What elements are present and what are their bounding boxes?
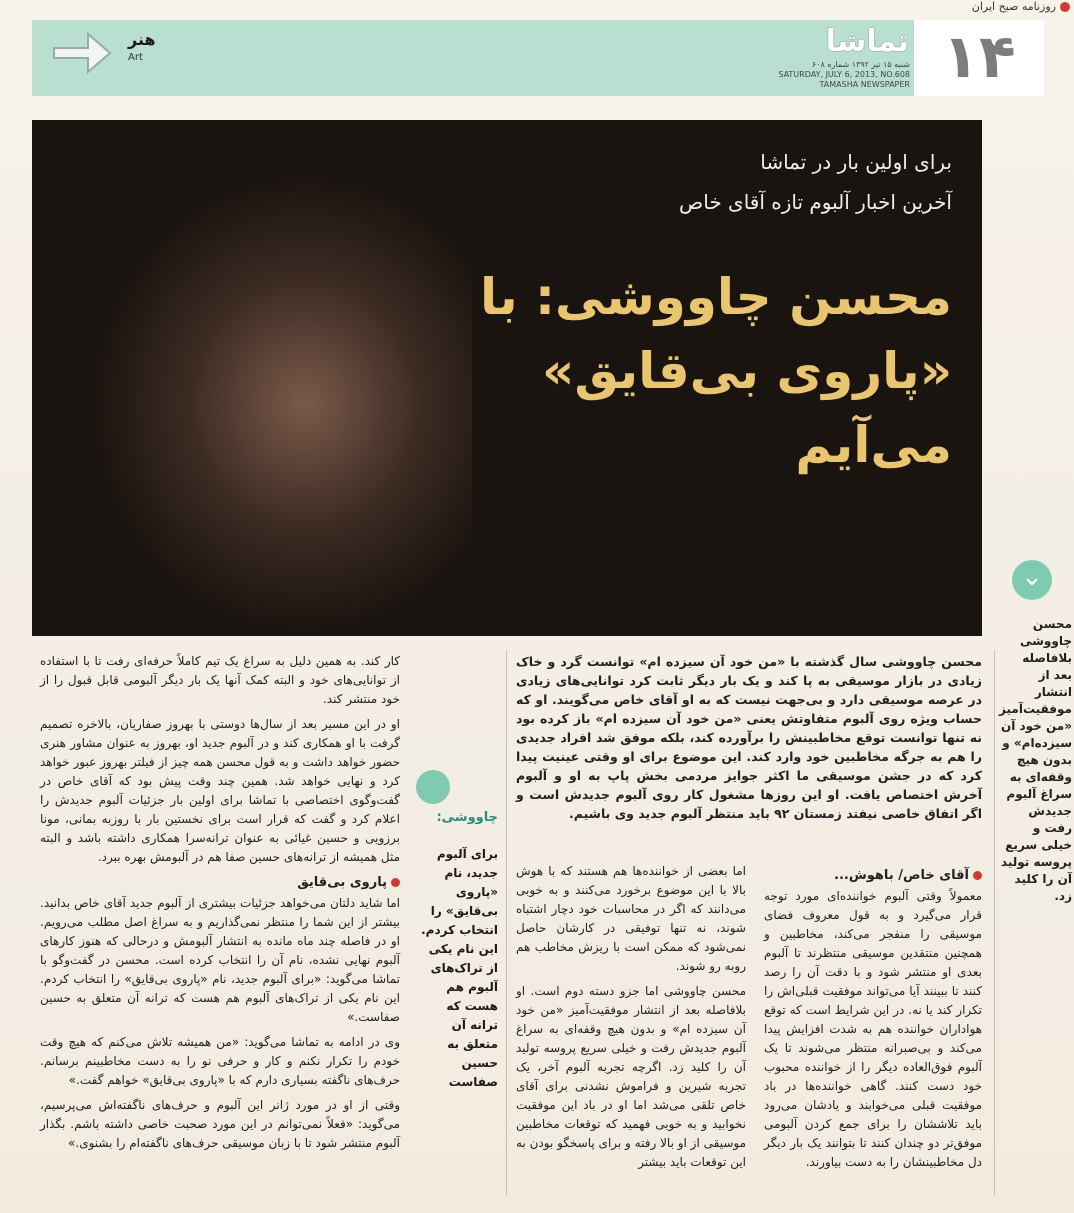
section-title-en: Art: [128, 52, 143, 63]
pull-quote-text: برای آلبوم جدید، نام «پاروی بی‌قایق» را انتخاب کردم. این نام یکی از تراک‌های آلبوم هم هست که ترانه آن متعلق به حسین صفاست: [421, 847, 498, 1089]
paragraph: وقتی از او در مورد ژانر این آلبوم و حرف‌های ناگفته‌اش می‌پرسیم، می‌گوید: «فعلاً نمی‌توانم در این مورد صحبت خاصی داشته باشم. بگذار آلبوم منتشر شود تا با زبان موسیقی حرف‌های ناگفته‌ام را بشنوی.»: [40, 1098, 400, 1150]
subheading-text: آقای خاص/ باهوش...: [834, 868, 969, 883]
subheading-text: پاروی بی‌قایق: [297, 875, 387, 890]
bullet-icon: [1060, 2, 1070, 12]
column-divider: [994, 650, 995, 1195]
paragraph: کار کند. به همین دلیل به سراغ یک تیم کاملاً حرفه‌ای رفت تا با استفاده از توانایی‌های خود و البته کمک آنها یک بار دیگر آلبومی قابل قبول را از خود منتشر کند.: [40, 654, 400, 706]
kicker-line-1: برای اولین بار در تماشا: [760, 150, 952, 174]
quote-bubble-icon: [416, 770, 450, 804]
left-column: [40, 652, 400, 1159]
portrait-photo: [32, 120, 472, 636]
right-column: [764, 862, 982, 1178]
dateline-en: SATURDAY, JULY 6, 2013, NO.608: [778, 70, 910, 79]
bullet-icon: [973, 871, 982, 880]
middle-column: [516, 862, 746, 1178]
lead-paragraph-block: [516, 652, 982, 829]
subheading: [764, 866, 982, 885]
dateline-fa: شنبه ۱۵ تیر ۱۳۹۲ شماره ۶۰۸: [811, 60, 910, 69]
pull-quote: [416, 770, 498, 1092]
paper-name-en: TAMASHA NEWSPAPER: [819, 80, 910, 89]
paper-logo: تماشا: [825, 24, 909, 59]
dateline: [740, 60, 910, 90]
side-column-text: محسن چاووشی بلافاصله بعد از انتشار موفقیت‌آمیز «من خود آن سیزده‌ام» و بدون هیچ وقفه‌ای به سراغ آلبوم جدیدش رفت و خیلی سریع پروسه تولید آن را کلید زد.: [999, 617, 1072, 903]
paragraph: اما بعضی از خواننده‌ها هم هستند که با هوش بالا با این موضوع برخورد می‌کنند و به خوبی می‌دانند که اگر در محاسبات خود دچار اشتباه شوند، نه تنها توفیقی در کارشان حاصل نمی‌شود که ممکن است با ریزش مخاطب هم روبه رو شوند.: [516, 864, 746, 973]
section-title: هنر: [128, 30, 156, 49]
paragraph: محسن چاووشی اما جزو دسته دوم است. او بلافاصله بعد از انتشار موفقیت‌آمیز «من خود آن سیزده ام» و بدون هیچ وقفه‌ای به سراغ آلبوم جدیدش رفت و خیلی سریع پروسه تولید آن را کلید زد. اگرچه تجربه آلبوم آخر، یک تجربه شیرین و فراموش نشدنی برای آقای خاص تلقی می‌شد اما او در باد این موفقیت نخوابید و به خوبی فهمید که توقعات مخاطبین موسیقی از او بالا رفته و برای پاسخگو بودن به این توقعات باید بیشتر: [516, 984, 746, 1169]
column-divider: [506, 650, 507, 1195]
chevron-down-icon: [1012, 560, 1052, 600]
top-note: [880, 0, 1070, 14]
headline: محسن چاووشی: با «پاروی بی‌قایق» می‌آیم: [480, 268, 952, 474]
hero-photo: [32, 120, 982, 636]
page-number: ۱۴: [942, 22, 1016, 92]
arrow-right-icon: [50, 28, 114, 78]
kicker-line-2: آخرین اخبار آلبوم تازه آقای خاص: [679, 190, 952, 214]
paragraph: معمولاً وقتی آلبوم خواننده‌ای مورد توجه قرار می‌گیرد و به قول معروف فضای موسیقی را منفجر می‌کند، مخاطبین و همچنین منتقدین موسیقی منتظرند تا آلبوم بعدی او منتشر شود و با دقت آن را رصد کنند تا ببینند آیا می‌تواند موفقیت قبلی‌اش را تکرار کند یا نه. در این شرایط است که توقع هواداران خواننده هم به شدت افزایش پیدا می‌کند و بی‌صبرانه منتظر می‌شوند تا یک آلبوم فوق‌العاده دیگر را از خواننده محبوب خود دست کنند. گاهی خواننده‌ها در باد موفقیت قبلی می‌خوابند و یادشان می‌رود باید تلاششان را برای جمع کردن آلبومی موفق‌تر دو چندان کنند تا بتوانند یک بار دیگر دل مخاطبینشان را به دست بیاورند.: [764, 889, 982, 1169]
bullet-icon: [391, 878, 400, 887]
pull-quote-title: چاووشی:: [436, 810, 498, 825]
issue-box: [912, 20, 1044, 96]
paragraph: وی در ادامه به تماشا می‌گوید: «من همیشه تلاش می‌کنم که هیچ وقت خودم را تکرار نکنم و کار و حرفی نو را به دست مخاطبینم برسانم. حرف‌های ناگفته بسیاری دارم که با «پاروی بی‌قایق» خواهم گفت.»: [40, 1035, 400, 1087]
subheading: [40, 873, 400, 892]
paragraph: او در این مسیر بعد از سال‌ها دوستی با بهروز صفاریان، بالاخره تصمیم گرفت با او همکاری کند و در آلبوم جدید او، بهروز به عنوان مشاور هنری حضور خواهد داشت و به قول محسن همه چیز از فیلتر بهروز عبور خواهد کرد و نهایی خواهد شد. همین چند وقت پیش بود که آقای خاص در گفت‌وگوی اختصاصی با تماشا برای اولین بار جزئیات آلبوم جدیدش را اعلام کرد و گفت که قرار است برای نخستین بار با روزبه بمانی، مونا برزویی و حسین غیائی به عنوان ترانه‌سرا همکاری داشته باشد و البته مثل همیشه از ترانه‌های حسین صفا هم در آلبومش بهره ببرد.: [40, 717, 400, 864]
top-note-text: روزنامه صبح ایران: [971, 0, 1056, 13]
lead-paragraph: محسن چاووشی سال گذشته با «من خود آن سیزده ام» توانست گرد و خاک زیادی در بازار موسیقی به پا کند و یک بار دیگر ثابت کرد توانایی‌های زیادی در عرصه موسیقی دارد و بی‌جهت نیست که به او آقای خاص می‌گویند. او که حساب ویژه روی آلبوم متفاوتش یعنی «من خود آن سیزده ام» باز کرده بود نه تنها توانست توقع مخاطبینش را برآورده کند، بلکه موفق شد افراد جدیدی را هم به جرگه مخاطبین خود وارد کند. این موضوع برای او وقتی عینیت پیدا کرد که در جشن موسیقی ما اکثر جوایز مردمی بخش پاپ به او و آلبوم آخرش اختصاص یافت. او این روزها مشغول کار روی آلبوم جدیدش است و اگر اتفاق خاصی نیفتد زمستان ۹۲ باید منتظر آلبوم جدید وی باشیم.: [516, 654, 982, 821]
paragraph: اما شاید دلتان می‌خواهد جزئیات بیشتری از آلبوم جدید آقای خاص بدانید. بیشتر از این شما را منتظر نمی‌گذاریم و به سراغ اصل مطلب می‌رویم. او در فاصله چند ماه مانده به انتشار آلبومش و درحالی که هنوز کارهای آلبوم نهایی نشده، نام آن را انتخاب کرده است. محسن در گفت‌وگو با تماشا می‌گوید: «برای آلبوم جدید، نام «پاروی بی‌قایق» را انتخاب کردم. این نام یکی از تراک‌های آلبوم هم هست که ترانه آن متعلق به حسین صفاست.»: [40, 896, 400, 1024]
